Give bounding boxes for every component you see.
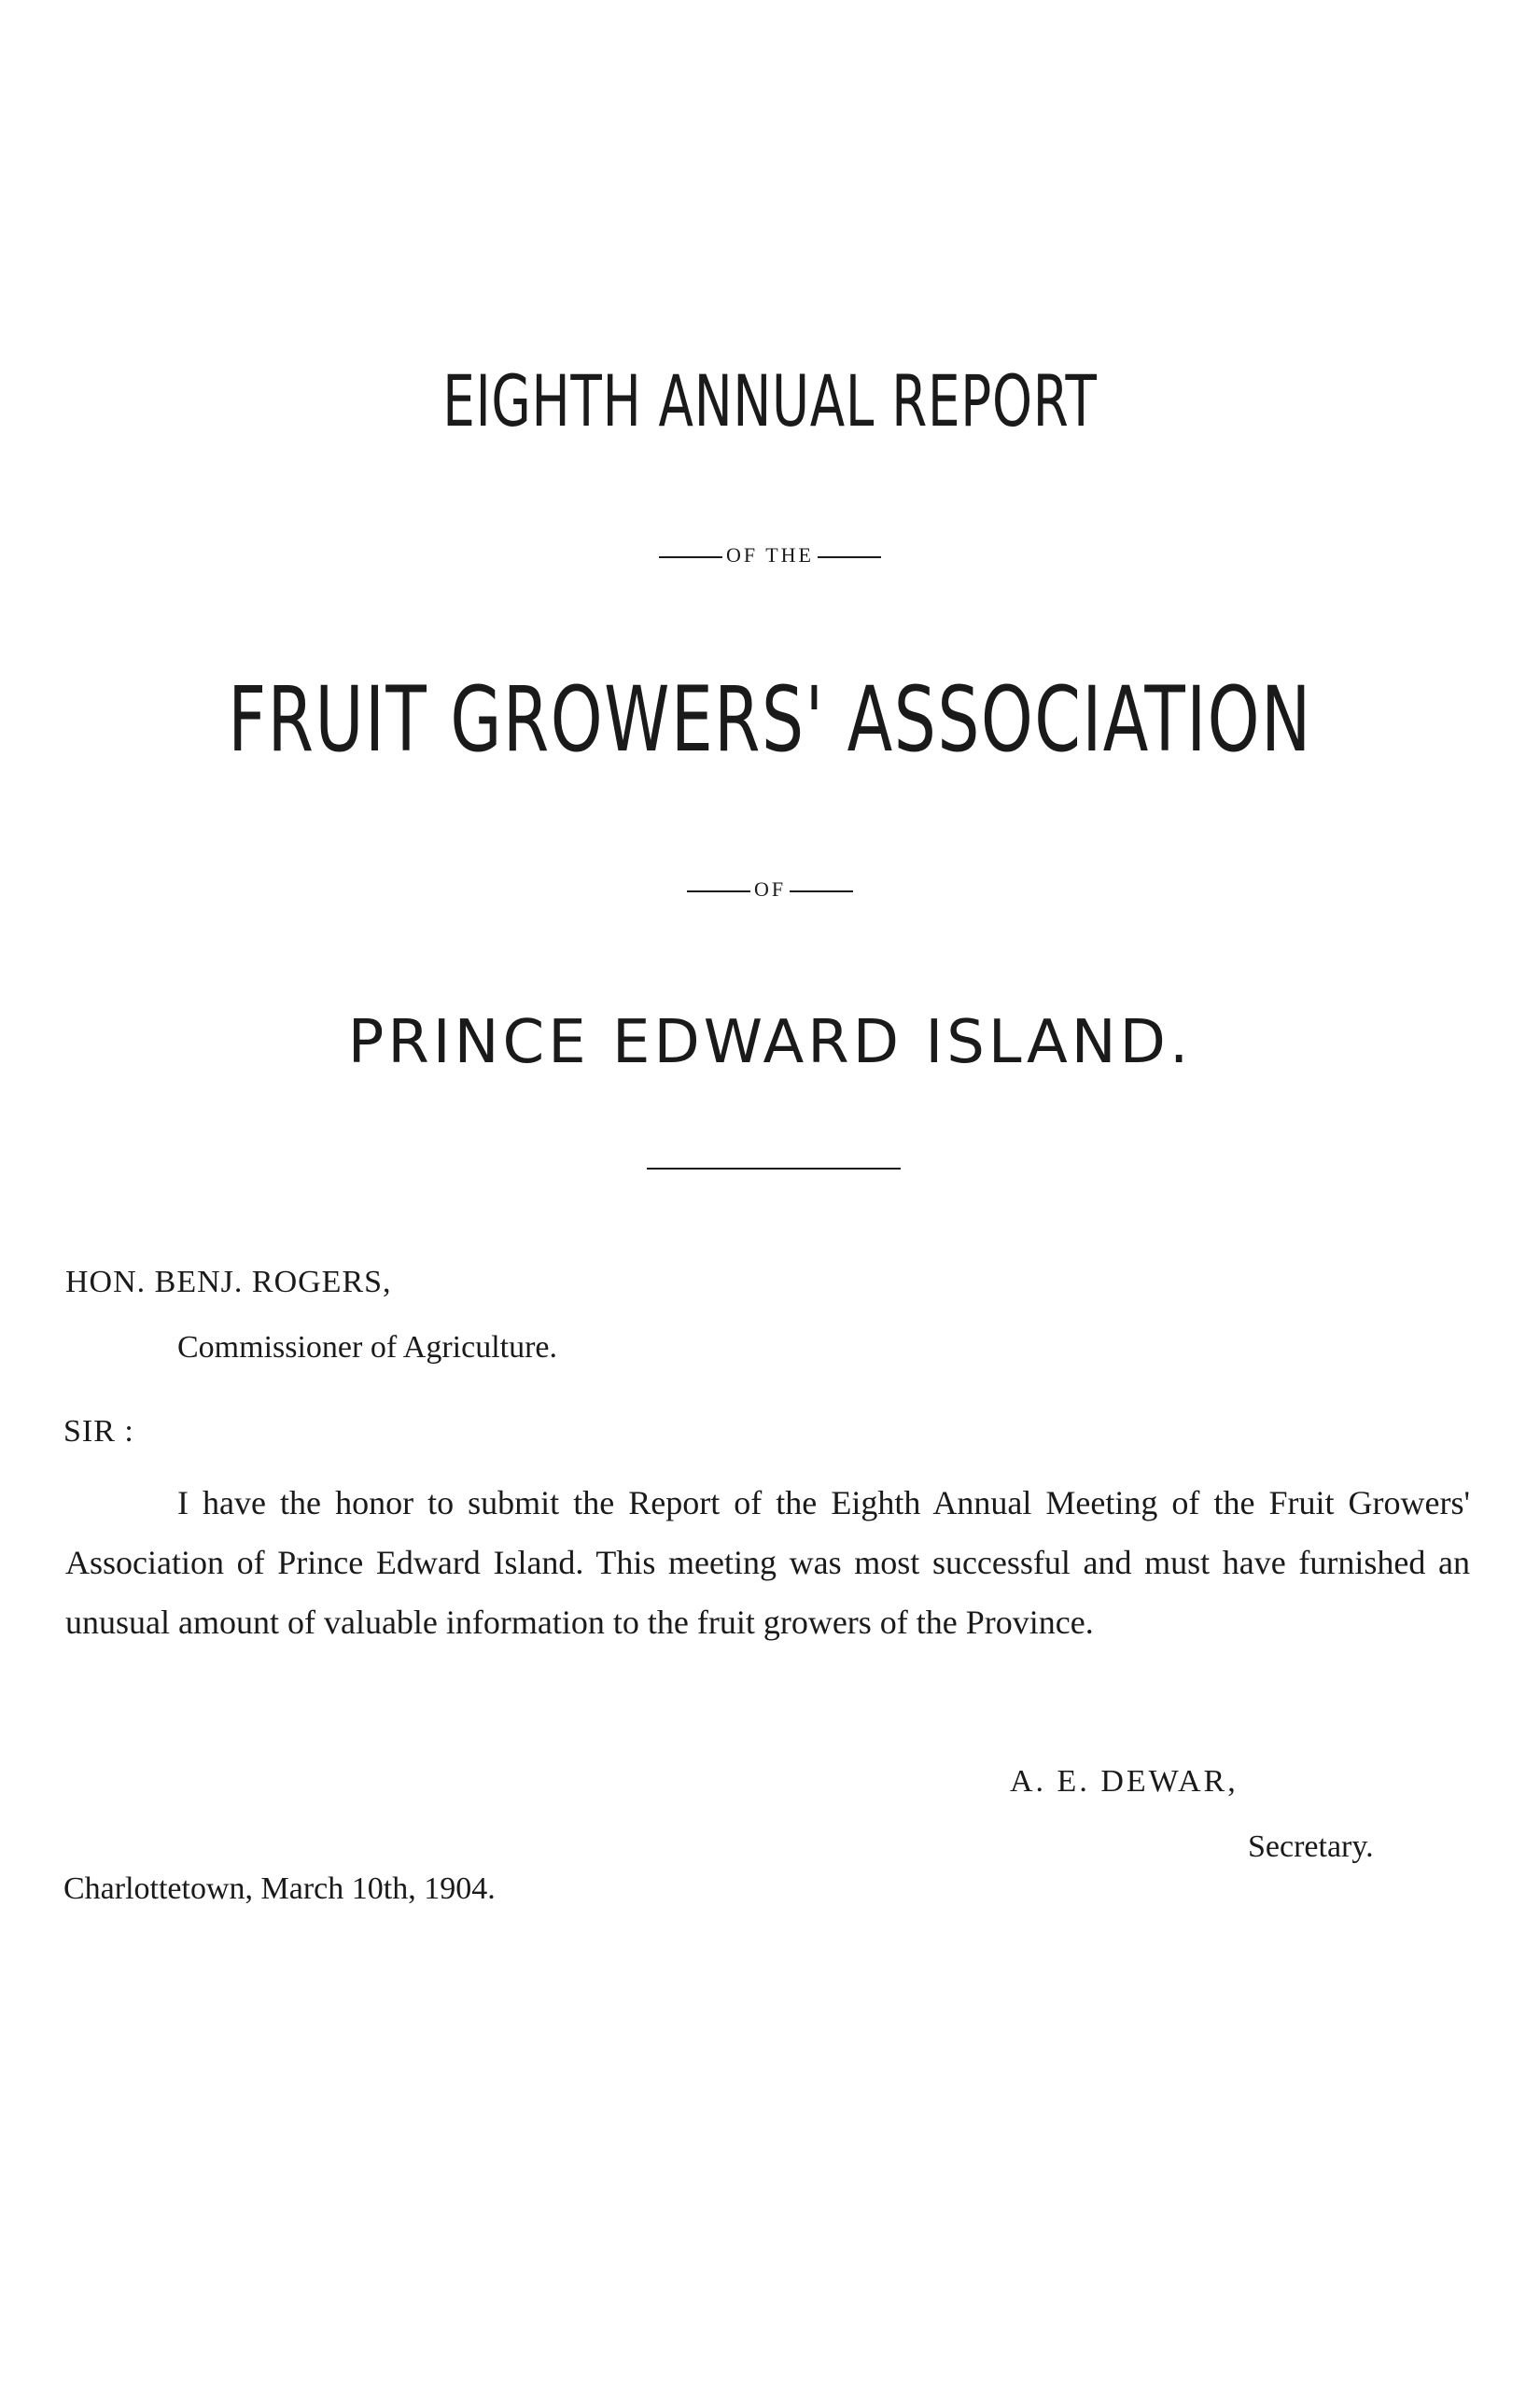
dash-left (687, 890, 750, 892)
organization-name: FRUIT GROWERS' ASSOCIATION (228, 667, 1312, 772)
addressee-title: Commissioner of Agriculture. (177, 1330, 558, 1365)
salutation: SIR : (63, 1414, 134, 1449)
report-title: EIGHTH ANNUAL REPORT (442, 359, 1098, 442)
letter-body: I have the honor to submit the Report of the Eighth Annual Meeting of the Fruit Growers' Association of Prince Edward Island. This meeting was most successful and must have furnished an unusual amount of valuable information to the fruit growers of the Province. (65, 1484, 1470, 1641)
dash-right (818, 556, 881, 558)
connector-of (0, 877, 1540, 902)
signature-title: Secretary. (1248, 1829, 1374, 1864)
section-divider (647, 1168, 901, 1170)
connector-of-the (0, 543, 1540, 567)
connector-of-text: OF (753, 877, 787, 901)
dateline: Charlottetown, March 10th, 1904. (63, 1871, 496, 1906)
province-name: PRINCE EDWARD ISLAND. (347, 1008, 1193, 1077)
connector-of-the-text: OF THE (726, 543, 814, 567)
dash-left (659, 556, 722, 558)
addressee-name: HON. BENJ. ROGERS, (65, 1265, 392, 1299)
dash-right (790, 890, 853, 892)
signature-name: A. E. DEWAR, (1010, 1764, 1239, 1799)
